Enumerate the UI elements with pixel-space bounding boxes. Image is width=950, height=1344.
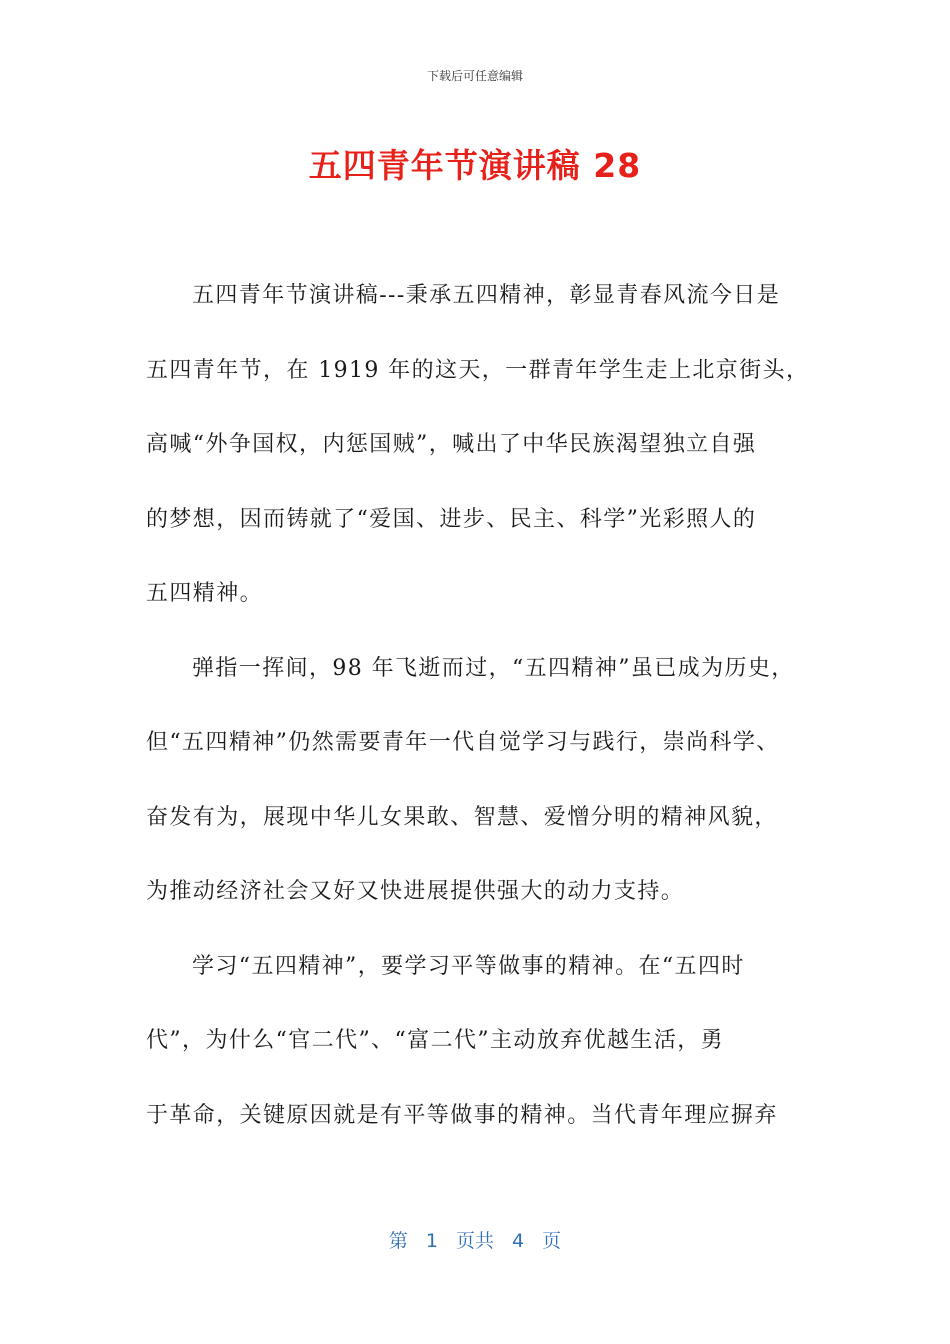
text-line: 奋发有为，展现中华儿女果敢、智慧、爱憎分明的精神风貌， [146,804,778,830]
text-line: 为推动经济社会又好又快进展提供强大的动力支持。 [146,879,685,904]
footer-prefix: 第 [388,1230,408,1252]
text-line: 五四精神。 [146,581,264,606]
footer-current-page: 1 [425,1230,438,1252]
footer-middle: 页共 [455,1230,494,1252]
text-line: 于革命，关键原因就是有平等做事的精神。当代青年理应摒弃 [146,1102,778,1128]
text-line: 代”，为什么“官二代”、“富二代”主动放弃优越生活，勇 [146,1028,725,1053]
header-note: 下载后可任意编辑 [426,69,523,83]
text-line: 弹指一挥间，98 年飞逝而过，“五四精神”虽已成为历史， [192,655,795,681]
text-line: 的梦想，因而铸就了“爱国、进步、民主、科学”光彩照人的 [146,506,757,532]
footer-suffix: 页 [542,1230,562,1252]
text-line: 但“五四精神”仍然需要青年一代自觉学习与践行，崇尚科学、 [146,730,780,755]
text-line: 学习“五四精神”，要学习平等做事的精神。在“五四时 [192,953,745,979]
text-line: 五四青年节，在 1919 年的这天，一群青年学生走上北京街头， [146,357,810,383]
text-line: 高喊“外争国权，内惩国贼”，喊出了中华民族渴望独立自强 [146,432,757,457]
document-title: 五四青年节演讲稿 28 [308,146,642,185]
page-footer [0,1226,950,1253]
text-line: 五四青年节演讲稿---秉承五四精神，彰显青春风流今日是 [192,283,781,308]
body-text [146,272,826,1166]
footer-total-pages: 4 [512,1230,525,1252]
